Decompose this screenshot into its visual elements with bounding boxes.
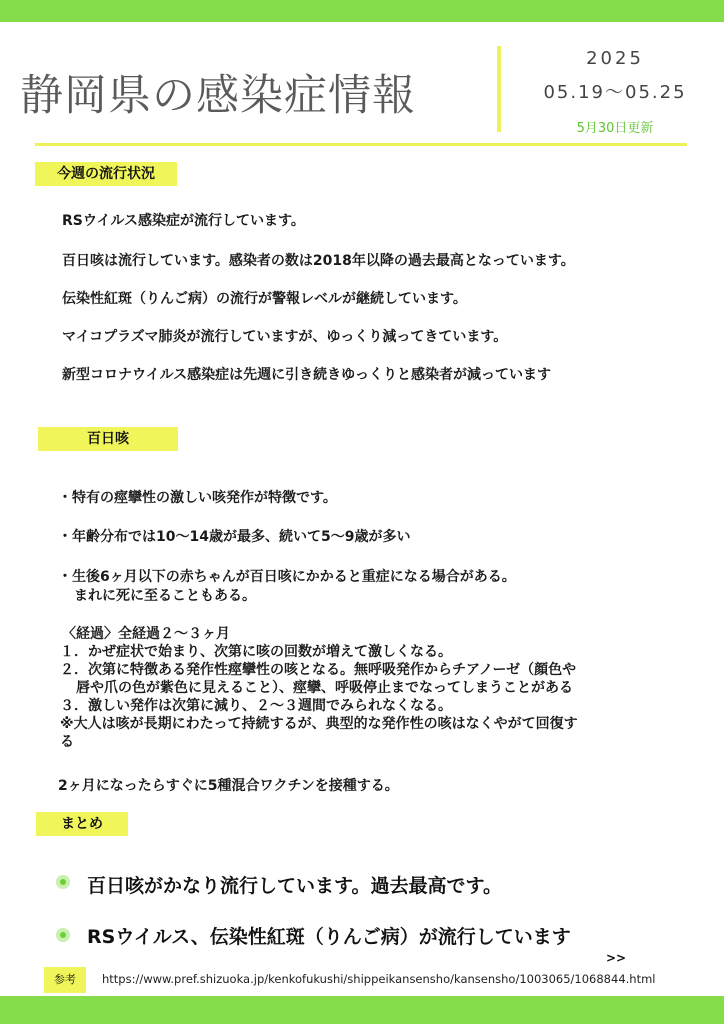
header-underline bbox=[35, 143, 687, 146]
weekly-line-mycoplasma: マイコプラズマ肺炎が流行していますが、ゆっくり減ってきています。 bbox=[62, 329, 508, 345]
vaccine-note: 2ヶ月になったらすぐに5種混合ワクチンを接種する。 bbox=[58, 778, 399, 794]
course-adult-note-cont: る bbox=[60, 734, 74, 750]
summary-item-pertussis: 百日咳がかなり流行しています。過去最高です。 bbox=[87, 875, 502, 897]
weekly-line-pertussis: 百日咳は流行しています。感染者の数は2018年以降の過去最高となっています。 bbox=[62, 253, 575, 269]
page-title: 静岡県の感染症情報 bbox=[20, 71, 416, 121]
weekly-line-rsv: RSウイルス感染症が流行しています。 bbox=[62, 213, 305, 229]
pertussis-bullet-3-cont: まれに死に至ることもある。 bbox=[74, 588, 256, 604]
weekly-line-covid: 新型コロナウイルス感染症は先週に引き続きゆっくりと感染者が減っています bbox=[62, 367, 552, 383]
updated-date: 5月30日更新 bbox=[576, 121, 654, 136]
pertussis-bullet-3: ・生後6ヶ月以下の赤ちゃんが百日咳にかかると重症になる場合がある。 bbox=[58, 569, 516, 585]
course-step-3: ３．激しい発作は次第に減り、２〜３週間でみられなくなる。 bbox=[60, 698, 452, 714]
pertussis-label: 百日咳 bbox=[38, 427, 178, 451]
course-adult-note: ※大人は咳が長期にわたって持続するが、典型的な発作性の咳はなくやがて回復す bbox=[60, 716, 578, 732]
course-step-2-cont: 唇や爪の色が紫色に見えること）、痙攣、呼吸停止までなってしまうことがある bbox=[76, 680, 573, 696]
weekly-status-label: 今週の流行状況 bbox=[35, 162, 177, 186]
course-step-2: ２．次第に特徴ある発作性痙攣性の咳となる。無呼吸発作からチアノーゼ（顔色や bbox=[60, 662, 577, 678]
course-step-1: １．かぜ症状で始まり、次第に咳の回数が増えて激しくなる。 bbox=[60, 644, 452, 660]
pertussis-bullet-2: ・年齢分布では10〜14歳が最多、続いて5〜9歳が多い bbox=[58, 529, 411, 545]
bottom-green-bar bbox=[0, 996, 724, 1024]
bullet-dot-icon bbox=[56, 875, 70, 889]
pertussis-bullet-1: ・特有の痙攣性の激しい咳発作が特徴です。 bbox=[58, 490, 337, 506]
more-arrow-icon: >> bbox=[606, 951, 627, 965]
report-year: 2025 bbox=[586, 48, 644, 69]
course-heading: 〈経過〉全経過２〜３ヶ月 bbox=[62, 626, 230, 642]
top-green-bar bbox=[0, 0, 724, 22]
summary-item-rsv-erythema: RSウイルス、伝染性紅斑（りんご病）が流行しています bbox=[87, 926, 571, 948]
header-divider bbox=[497, 46, 501, 132]
weekly-line-erythema: 伝染性紅斑（りんご病）の流行が警報レベルが継続しています。 bbox=[62, 291, 467, 307]
report-date-range: 05.19～05.25 bbox=[543, 82, 687, 103]
reference-label: 参考 bbox=[44, 967, 86, 993]
summary-label: まとめ bbox=[36, 812, 128, 836]
reference-url-link[interactable]: https://www.pref.shizuoka.jp/kenkofukushi/shippeikansensho/kansensho/1003065/1068844.html bbox=[102, 972, 656, 986]
bullet-dot-icon bbox=[56, 928, 70, 942]
